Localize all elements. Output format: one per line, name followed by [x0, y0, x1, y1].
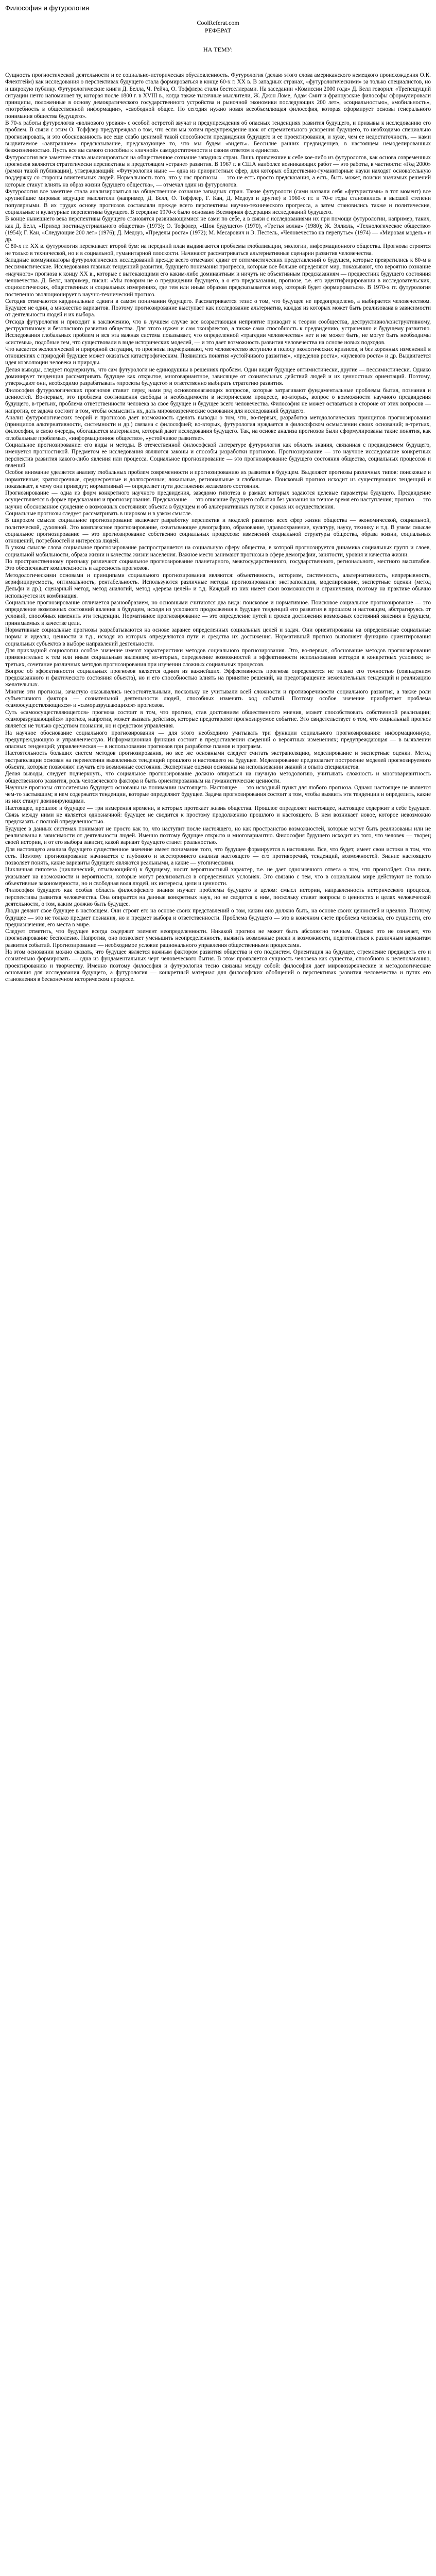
body-paragraph: Особое внимание уделяется анализу глобальных проблем современности и прогнозированию их развития в будущем. Выделяют прогнозы различных типов: поисковые и нормативные; краткосрочные, среднесрочные и долгосрочные; локальные, региональные и глобальные. Поисковый прогноз исходит из существующих тенденций и показывает, к чему они приведут; нормативный — определяет пути достижения желаемого состояния.: [5, 469, 431, 489]
body-paragraph: Отсюда футурология и приходит к заключению, что в лучшем случае все возрастающая неприятие приводит к теории сообщества, деструктивно/конструктивному, деструктивному и безопасного развития общества. Для этого нужен и сам эконфлектов, а также сама способность к предвидению, устранению и будущему развитию. Исследования глобальных проблем и вся эта важная система показывает, что определенной «трагедии человечества» нет и не может быть, не могут быть необходимы «системы», подобные тем, что существовали в виде исторических моделей, — и это дает возможность развития человечества на основе новых подходов.: [5, 318, 431, 346]
body-paragraph: Социальные прогнозы следует рассматривать в широком и в узком смысле.: [5, 511, 193, 517]
body-paragraph: В конце нынешнего века перспективы будущего становятся развивающимися не сами по себе, а в связи с исследованиями их при помощи футурологии, например, таких, как Д. Белл, «Приход постиндустриального общества» (1973); О. Тоффлер, «Шок будущего» (1970), «Третья волна» (1980); Ж. Эллюль, «Технологическое общество» (1954); Г. Кан, «Следующие 200 лет» (1976); Д. Медоуз, «Пределы роста» (1972); М. Месарович и Э. Пестель, «Человечество на перепутье» (1974) — «Мировая модель» и др.: [5, 216, 431, 243]
body-paragraph: Методологическими основами и принципами социального прогнозирования являются: объективность, историзм, системность, альтернативность, непрерывность, верифицируемость, оптимальность, рентабельность. Используются различные методы прогнозирования: экстраполяция, моделирование, экспертные оценки (метод Дельфи и др.), сценарный метод, метод аналогий, метод «дерева целей» и т.д. Каждый из них имеет свои возможности и ограничения, поэтому на практике обычно используется их комбинация.: [5, 572, 431, 599]
body-paragraph: Сущность прогностической деятельности и ее социально-историческая обусловленность. Футурология (делаю этого слова американского немецкого происхождения О.К. Флехтгейм) как исследования о перспективах будущего стала формироваться в конце 60-х г. XX в. В западных странах, «футурологическими» за только специалистов, но и широкую публику. Футурологические книги Д. Белла, Ч. Рейча, О. Тоффлера стали бестселлерами. На заседании «Комиссии 2000 года» Д. Белл говорил: «Трепещущий ситуации нечто напоминает ту, которая после 1800 г. в XVIII в., когда также тысячные мыслители, Ж. Джон Ломe, Адам Смит и французские философы сформулировали принципы, положенные в основу демократического государственного устройства и рыночной экономики последующих 200 лет», «социальностью», «мобильность», «потребность в общественной информации», «свободной общеe. Но сегодня нужно новая всеобъемлющая философия, которая сформирует основы генерального понимания общества будущего».: [5, 72, 431, 120]
body-paragraph: Социальное прогнозирование: его виды и методы. В отечественной философской литературе футурология как область знания, связанная с предвидением будущего, именуется прогностикой. Предметом ее исследования являются законы и способы разработки прогнозов. Прогнозирование — это научное исследование конкретных перспектив развития какого-либо явления или процесса. Социальное прогнозирование — это прогнозирование будущего состояния общества, социальных процессов и явлений.: [5, 442, 431, 469]
body-paragraph: Сегодня отмечаются кардинальные сдвиги в самом понимании будущего. Рассматривается тезис о том, что будущее не предопределено, а выбирается человечеством. Будущее не один, а множество вариантов. Поэтому прогнозирование выступает как исследование альтернатив, каждая из которых может быть реализована в зависимости от деятельности людей и их выбора.: [5, 298, 431, 318]
body-paragraph: Суть «самоосуществляющегося» прогноза состоит в том, что прогноз, став достоянием общественного мнения, может способствовать собственной реализации; «саморазрушающийся» прогноз, напротив, может вызвать действия, которые предотвратят прогнозируемое событие. Это свидетельствует о том, что социальный прогноз является не только средством познания, но и средством управления.: [5, 709, 431, 730]
body-paragraph: Анализ футурологических теорий и прогнозов дает возможность сделать выводы о том, что, во-первых, разработка методологических принципов прогнозирования (принципов альтернативности, системности и др.) связана с философией; во-вторых, футурология нуждается в философском осмыслении своих оснований; в-третьих, философия, в свою очередь, обогащается материалом, который дают исследования будущего. Так, на основе анализа прогнозов были сформулированы такие понятия, как «глобальные проблемы», «информационное общество», «устойчивое развитие».: [5, 414, 431, 442]
body-paragraph: Настоятельность больших систем методов прогнозирования, но все же основными следует считать экстраполяцию, моделирование и экспертные оценки. Метод экстраполяции основан на перенесении выявленных тенденций прошлого и настоящего на будущее. Моделирование предполагает построение моделей прогнозируемого объекта, которые позволяют изучать его возможные состояния. Экспертные оценки основаны на использовании знаний и опыта специалистов.: [5, 750, 431, 770]
body-paragraph: На этом основании можно сказать, что будущее является важным фактором развития общества и его подсистем. Ориентация на будущее, стремление предвидеть его и сознательно формировать — одна из фундаментальных черт человеческого бытия. В этом проявляется сущность человека как существа, способного к целеполаганию, проектированию и творчеству. Именно поэтому философия и футурология тесно связаны между собой: философия дает мировоззренческие и методологические основания для исследования будущего, а футурология — конкретный материал для философских обобщений о перспективах развития человечества и путях его становления в бесконечном историческом процессе.: [5, 949, 431, 983]
body-paragraph: С 80-х гг. XX в. футурология переживает второй бум: на передний план выдвигаются проблемы глобализации, экологии, информационного общества. Прогнозы строятся не только в технической, но и в социальной, гуманитарной плоскости. Начинают рассматриваться альтернативные сценарии развития человечества.: [5, 243, 431, 257]
body-paragraph: По пространственному признаку различают социальное прогнозирование планетарного, межгосударственного, государственного, регионального, местного масштабов. Это обеспечивает комплексность и адресность прогнозов.: [5, 558, 431, 572]
body-paragraph: Футурология все заметнее стала анализироваться на общественное сознание западных стран. Такие футурологи (сами назвали себя «футуристами» в тот момент) все крупнейшие мировые ведущие мыслители (например, Д. Белл, О. Тоффлер, Г. Кан, Д. Медоуз и другие) в 1960-х гг. и 70-е годы становились в высшей степени популярными. В их трудах основу прогнозов составляли прежде всего перспективы научно-технического прогресса, а затем становились также и политические, социальные и культурные перспективы будущего. В середине 1970-х было основано Всемирная федерация исследований будущего.: [5, 189, 431, 215]
body-paragraph: Люди делают свое будущее в настоящем. Они строят его на основе своих представлений о том, каким оно должно быть, на основе своих ценностей и идеалов. Поэтому будущее — это не только предмет познания, но и предмет выбора и ответственности. Проблема будущего — это в конечном счете проблема человека, его сущности, его предназначения, его места в мире.: [5, 908, 431, 928]
site-name: CoolReferat.com: [197, 19, 239, 26]
body-paragraph: Нормативные социальные прогнозы разрабатываются на основе заранее определенных социальных целей и задач. Они ориентированы на определенные социальные нормы и идеалы, ценности и т.д., исходя из которых определяются пути и средства их достижения. Нормативный прогноз выполняет функцию ориентирования социальных субъектов в выборе направлений деятельности.: [5, 627, 431, 647]
body-paragraph: Многие эти прогнозы, зачастую оказывались несостоятельными, поскольку не учитывали всей сложности и противоречивости социального развития, а также роли субъективного фактора — сознательной деятельности людей, способных изменять ход событий. Поэтому особое значение приобретает проблема «самоосуществляющихся» и «саморазрушающихся» прогнозов.: [5, 688, 431, 709]
body-paragraph: Для настоящего анализа будущего существенное значение имеет понимание того, что будущее формируется в настоящем. Все, что будет, имеет свои истоки в том, что есть. Поэтому прогнозирование начинается с глубокого и всестороннего анализа настоящего — его противоречий, тенденций, возможностей. Знание настоящего позволяет понять, какие варианты будущего являются реальными, а какие — утопическими.: [5, 846, 431, 867]
body-paragraph: Социальное прогнозирование отличается разнообразием, но основными считаются два вида: поисковое и нормативное. Поисковое социальное прогнозирование — это определение возможных состояний явления в будущем, исходя из условного продолжения в будущее тенденций его развития в прошлом и настоящем, абстрагируясь от условий, способных изменить эти тенденции. Нормативное прогнозирование — это определение путей и сроков достижения возможных состояний явления в будущем, принимаемых в качестве цели.: [5, 599, 431, 626]
body-paragraph: В 70-х работы футурологов «волнового уровня» с особой остротой звучат и предупреждения об опасных тенденциях развития будущего, и призывы к исследованию его проблем. В связи с этим О. Тоффлер предупреждал о том, что если мы хотим предупреждение шок от стремительного ускорения будущего, то необходимо специально прогнозировать, и это обоснованность все еще слабо ценимой такой способности предвидения будущего и ее проектирования, и хуже, чем ее недостаточность, — нами выдвигаемое «завтрашнее» предсказывание, предсказующее то, что мы будем «видеть». Бессилие ранних предвиденцев, в настоящем немоделированных безжизненностью. Пусть все вы самого способны к «личной» самодостаточности и своим ответом в единство.: [5, 120, 431, 154]
body-paragraph: Делая выводы, следует подчеркнуть, что сам футурологи не единодушны в решениях проблем. Одни видят будущее оптимистически, другие — пессимистически. Однако доминирует тенденция рассматривать будущее как открытое, многовариантное, зависящее от сознательных действий людей и их ценностных ориентаций. Поэтому, утверждают они, необходимо разрабатывать «проекты будущего» и ответственно выбирать стратегию развития.: [5, 366, 431, 387]
body-paragraph: Философия футурологических прогнозов ставит перед нами ряд основополагающих вопросов, которые затрагивают фундаментальные проблемы бытия, познания и ценностей. Во-первых, это проблема соотношения свободы и необходимости в историческом процессе, во-вторых, вопрос о возможности научного предвидения будущего, в-третьих, проблема ответственности человека за свое будущее и будущее всего человечества. Философия не может оставаться в стороне от этих вопросов — напротив, ее задача состоит в том, чтобы осмыслить их, дать мировоззренческие основания для исследований будущего.: [5, 387, 431, 414]
body-paragraph: Философия будущего как особая область философского знания изучает проблемы будущего в целом: смысл истории, направленность исторического процесса, перспективы развития человечества. Она опирается на данные конкретных наук, но не сводится к ним, поскольку ставит вопросы о ценностях и целях человеческой деятельности, о том, каким должно быть будущее.: [5, 887, 431, 907]
body-paragraph: Делая выводы, следует подчеркнуть, что социальное прогнозирование должно опираться на научную методологию, учитывать сложность и многовариантность общественного развития, роль человеческого фактора и быть ориентированным на гуманистические ценности.: [5, 771, 431, 784]
body-paragraph: Вопрос об эффективности социальных прогнозов является одним из важнейших. Эффективность прогноза определяется не только его точностью (совпадением предсказанного и фактического состояния объекта), но и его способностью влиять на принятие решений, на предотвращение нежелательных тенденций и реализацию желательных.: [5, 668, 431, 688]
body-paragraph: В широком смысле социальное прогнозирование включает разработку перспектив и моделей развития всех сфер жизни общества — экономической, социальной, политической, духовной. Это комплексное прогнозирование, охватывающее демографию, образование, здравоохранение, культуру, науку, технику и т.д. В узком смысле социальное прогнозирование — это прогнозирование собственно социальных процессов: изменений социальной структуры общества, образа жизни, социальных отношений, потребностей и интересов людей.: [5, 517, 431, 545]
body-paragraph: Что касается экологической и природной ситуации, то прогнозы подчеркивают, что человечество вступило в полосу экологических кризисов, и без коренных изменений в отношениях с природой будущее может оказаться катастрофическим. Появились понятия «устойчивого развития», «пределов роста», «нулевого роста» и др. Выдвигается идея коэволюции человека и природы.: [5, 346, 431, 366]
body-paragraph: Настоящее, прошлое и будущее — три измерения времени, в которых протекает жизнь общества. Прошлое определяет настоящее, настоящее содержит в себе будущее. Связь между ними не является однозначной: будущее не сводится к простому продолжению прошлого и настоящего. В нем возникает новое, которое невозможно предсказать с полной определенностью.: [5, 805, 431, 825]
document-type: РЕФЕРАТ: [205, 27, 231, 34]
body-paragraph: Следует отметить, что будущее всегда содержит элемент неопределенности. Никакой прогноз не может быть абсолютно точным. Однако это не означает, что прогнозирование бесполезно. Напротив, оно позволяет уменьшить неопределенность, выявить возможные риски и возможности, подготовиться к различным вариантам развития событий. Прогнозирование — необходимое условие рационального управления общественными процессами.: [5, 928, 431, 948]
body-paragraph: Прогнозирование — одна из форм конкретного научного предвидения, заведомо гипотеза в рамках которых задаются целевые параметры будущего. Предвидение осуществляется в форме предсказания и прогнозирования. Предсказание — это описание будущего события без указания на точное время его наступления; прогноз — это научно обоснованное суждение о возможных состояниях объекта в будущем и об альтернативных путях и сроках их осуществления.: [5, 490, 431, 510]
body-paragraph: Футурология все заметнее стала анализироваться на общественное сознание западных стран. Лишь привлекшие к себе кое-либо из футурологов, как основа современных прогнозов являются стратегически перспективы в предстоящем «стране» развития. В 1967 г. в США наиболее возникающих работ — это работы, в частности: «Год 2000» (рамки такой публикации), утверждающий: «Футурология ныне — одна из приоритетных сфер, для которых общественно-гуманитарные науки находят основательную поддержку со стороны влиятельных людей. Нормальность того, что у нас прогнозы — это не есть просто предсказания, а есть, быть может, поиски значимых решений которые станут влиять на образ жизни будущего общества», — отмечал один из футурологов.: [5, 154, 431, 188]
body-paragraph: На научное обоснование социального прогнозирования — для этого необходимо учитывать три функции социального прогнозирования: информационную, предупреждающую и управленческую. Информационная функция состоит в предоставлении сведений о вероятных изменениях; предупреждающая — в выявлении опасных тенденций; управленческая — в использовании прогнозов при разработке планов и программ.: [5, 730, 431, 750]
body-paragraph: Будущее в данных системах понимают не просто как то, что наступит после настоящего, но как пространство возможностей, которые могут быть реализованы или не реализованы в зависимости от деятельности людей. Именно поэтому будущее открыто и многовариантно. Философия будущего исходит из того, что человек — творец своей истории, и от его выбора зависит, какой вариант будущего станет реальностью.: [5, 825, 431, 846]
body-paragraph: В узком смысле слова социальное прогнозирование распространяется на социальную сферу общества, в которой прогнозируется динамика социальных групп и слоев, социальной мобильности, образа жизни и качества жизни населения. Важное место занимают прогнозы в сфере демографии, занятости, уровня и качества жизни.: [5, 545, 431, 558]
page-title: Философия и футурология: [5, 4, 90, 12]
body-paragraph: Научные прогнозы относительно будущего основаны на понимании настоящего. Настоящее — это исходный пункт для любого прогноза. Однако настоящее не является чем-то застывшим; в нем содержатся тенденции, которые определяют будущее. Задача прогнозирования состоит в том, чтобы выявить эти тенденции и определить, какие из них станут доминирующими.: [5, 784, 431, 805]
body-paragraph: Западные коммуникаторы футурологических исследований прежде всего отмечают сдвиг от оптимистических представлений о будущем, которые превратились к 80-м в пессимистические. Исследования главных тенденций развития, будущего понимания прогресса, которые все больше определяют мир, показывают, что вероятно сознание «научного» прогноза к концу XX в., которые с вытекающими его каким-либо доминантным и ничуть не объективным предсказаниям — предвестник будущего состояния человечества. Д. Белл, например, писал: «Мы говорим не о предвидении будущего, а о его предсказании, прогнозе, т.е. его идентифицировании в исследовательских, социологических, общественных и социальных измерениях, где тем или иным образом предсказывается мир, который будет формироваться». В 1970-х гг. футурология постепенно эволюционирует в научно-технический прогноз.: [5, 257, 431, 298]
body-paragraph: Для прикладной социологии особое значение имеют характеристики методов социального прогнозирования. Это, во-первых, обоснование методов прогнозирования применительно к тем или иным социальным явлениям; во-вторых, определение возможностей и эффективности использования методов в конкретных условиях; в-третьих, сочетание различных методов прогнозирования при изучении сложных социальных процессов.: [5, 647, 431, 668]
document-body: [5, 72, 431, 983]
theme-label: НА ТЕМУ:: [203, 46, 233, 53]
body-paragraph: Цикличная гипотеза (циклический, отзывающийся) к будущему, носит вероятностный характер, т.е. не дает однозначного ответа о том, что произойдет. Она лишь указывает на возможности и вероятности, которые могут реализоваться в определенных условиях. Это связано с тем, что в социальном мире действуют не только объективные закономерности, но и свободная воля людей, их интересы, цели и ценности.: [5, 867, 431, 887]
